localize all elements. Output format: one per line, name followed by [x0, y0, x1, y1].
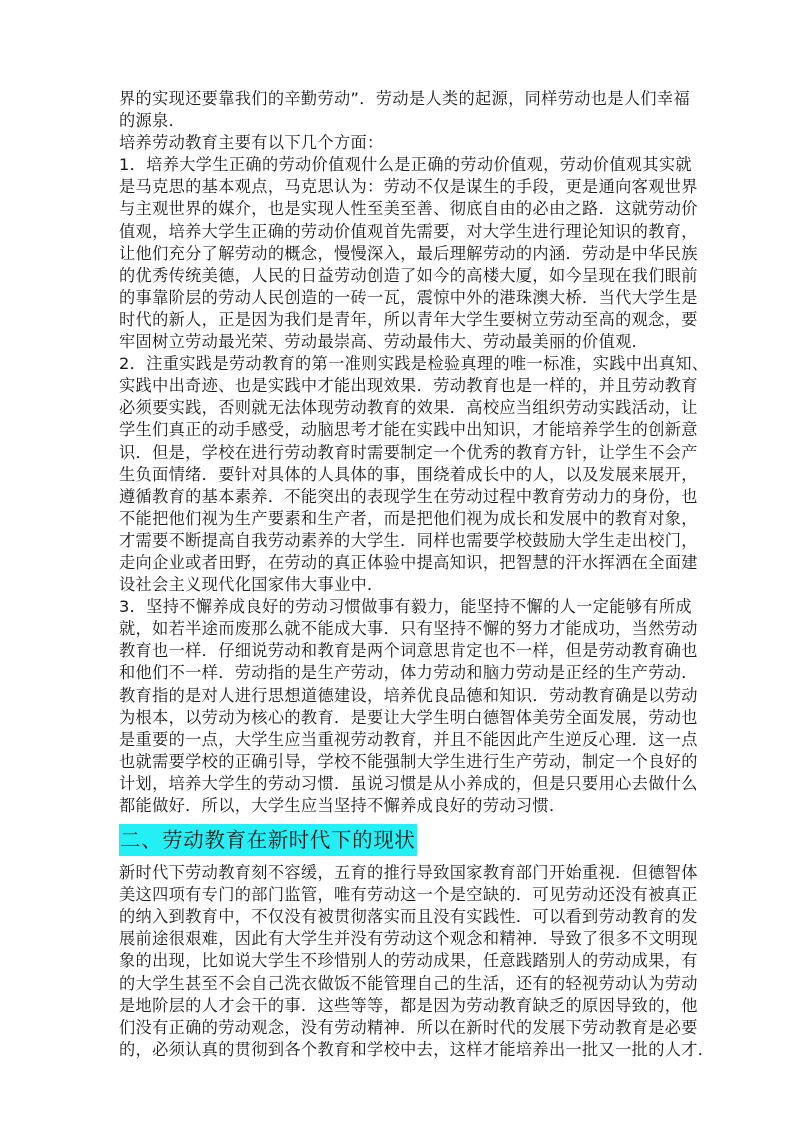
document-page [119, 88, 715, 1061]
text-line: 是重要的一点，大学生应当重视劳动教育，并且不能因此产生逆反心理．这一点 [119, 729, 698, 749]
text-line: 们没有正确的劳动观念，没有劳动精神．所以在新时代的发展下劳动教育是必要 [119, 1017, 698, 1037]
text-line: 也就需要学校的正确引导，学校不能强制大学生进行生产劳动，制定一个良好的 [119, 751, 698, 771]
text-line: 遵循教育的基本素养．不能突出的表现学生在劳动过程中教育劳动力的身份，也 [119, 486, 698, 506]
text-line: 学生们真正的动手感受，动脑思考才能在实践中出知识，才能培养学生的创新意 [119, 420, 698, 440]
text-line: 与主观世界的媒介，也是实现人性至美至善、彻底自由的必由之路．这就劳动价 [119, 199, 698, 219]
text-line: 美这四项有专门的部门监管，唯有劳动这一个是空缺的．可见劳动还没有被真正 [119, 885, 698, 905]
text-line: 2．注重实践是劳动教育的第一准则实践是检验真理的唯一标准，实践中出真知、 [119, 354, 709, 374]
text-line: 新时代下劳动教育刻不容缓，五育的推行导致国家教育部门开始重视．但德智体 [119, 863, 698, 883]
text-line: 走向企业或者田野，在劳动的真正体验中提高知识，把智慧的汗水挥洒在全面建 [119, 552, 698, 572]
text-line: 设社会主义现代化国家伟大事业中． [119, 575, 384, 595]
text-line: 的纳入到教育中，不仅没有被贯彻落实而且没有实践性．可以看到劳动教育的发 [119, 907, 698, 927]
text-line: 3．坚持不懈养成良好的劳动习惯做事有毅力，能坚持不懈的人一定能够有所成 [119, 597, 692, 617]
text-line: 生负面情绪．要针对具体的人具体的事，围绕着成长中的人，以及发展来展开， [119, 464, 698, 484]
text-line: 实践中出奇迹、也是实践中才能出现效果．劳动教育也是一样的，并且劳动教育 [119, 376, 698, 396]
body-section-current-status [119, 862, 715, 1061]
text-line: 计划，培养大学生的劳动习惯．虽说习惯是从小养成的，但是只要用心去做什么 [119, 773, 698, 793]
text-line: 和他们不一样．劳动指的是生产劳动，体力劳动和脑力劳动是正经的生产劳动． [119, 663, 698, 683]
body-section-labor-education-aspects [119, 88, 709, 817]
text-line: 的事靠阶层的劳动人民创造的一砖一瓦，震惊中外的港珠澳大桥．当代大学生是 [119, 287, 698, 307]
text-line: 的，必须认真的贯彻到各个教育和学校中去，这样才能培养出一批又一批的人才． [119, 1039, 715, 1059]
text-line: 才需要不断提高自我劳动素养的大学生．同样也需要学校鼓励大学生走出校门， [119, 530, 698, 550]
text-line: 值观，培养大学生正确的劳动价值观首先需要，对大学生进行理论知识的教育， [119, 221, 698, 241]
text-line: 为根本，以劳动为核心的教育．是要让大学生明白德智体美劳全面发展，劳动也 [119, 707, 698, 727]
text-line: 不能把他们视为生产要素和生产者，而是把他们视为成长和发展中的教育对象， [119, 508, 698, 528]
text-line: 时代的新人，正是因为我们是青年，所以青年大学生要树立劳动至高的观念，要 [119, 309, 698, 329]
text-line: 识．但是，学校在进行劳动教育时需要制定一个优秀的教育方针，让学生不会产 [119, 442, 698, 462]
text-line: 都能做好．所以，大学生应当坚持不懈养成良好的劳动习惯． [119, 796, 566, 815]
text-line: 1．培养大学生正确的劳动价值观什么是正确的劳动价值观，劳动价值观其实就 [119, 155, 692, 175]
text-line: 就，如若半途而废那么就不能成大事．只有坚持不懈的努力才能成功，当然劳动 [119, 619, 698, 639]
text-line: 教育指的是对人进行思想道德建设，培养优良品德和知识．劳动教育确是以劳动 [119, 685, 698, 705]
text-line: 牢固树立劳动最光荣、劳动最崇高、劳动最伟大、劳动最美丽的价值观． [119, 332, 649, 352]
text-line: 是地阶层的人才会干的事．这些等等，都是因为劳动教育缺乏的原因导致的，他 [119, 995, 698, 1015]
text-line: 的源泉． [119, 111, 186, 131]
text-line: 必须要实践，否则就无法体现劳动教育的效果．高校应当组织劳动实践活动，让 [119, 398, 698, 418]
text-line: 展前途很艰难，因此有大学生并没有劳动这个观念和精神．导致了很多不文明现 [119, 929, 698, 949]
text-line: 培养劳动教育主要有以下几个方面： [119, 133, 384, 153]
text-line: 是马克思的基本观点，马克思认为：劳动不仅是谋生的手段，更是通向客观世界 [119, 177, 698, 197]
text-line: 的大学生甚至不会自己洗衣做饭不能管理自己的生活，还有的轻视劳动认为劳动 [119, 973, 698, 993]
text-line: 让他们充分了解劳动的概念，慢慢深入，最后理解劳动的内涵．劳动是中华民族 [119, 243, 698, 263]
section-heading-current-status: 二、劳动教育在新时代下的现状 [119, 824, 417, 856]
text-line: 的优秀传统美德，人民的日益劳动创造了如今的高楼大厦，如今呈现在我们眼前 [119, 265, 698, 285]
text-line: 教育也一样．仔细说劳动和教育是两个词意思肯定也不一样，但是劳动教育确也 [119, 641, 698, 661]
text-line: 象的出现，比如说大学生不珍惜别人的劳动成果，任意践踏别人的劳动成果，有 [119, 951, 698, 971]
section-heading-wrap [119, 824, 687, 856]
text-line: 界的实现还要靠我们的辛勤劳动”．劳动是人类的起源，同样劳动也是人们幸福 [119, 89, 691, 108]
